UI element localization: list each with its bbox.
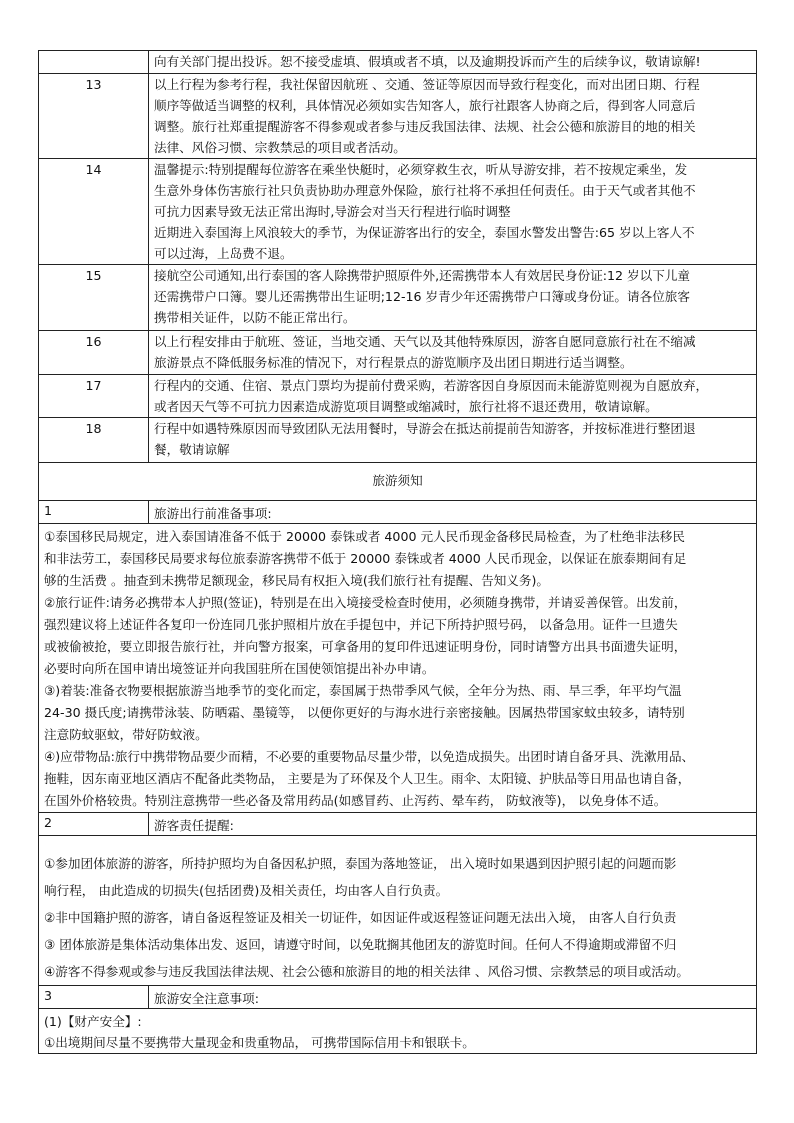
text-line: ③)着装:准备衣物要根据旅游当地季节的变化而定，泰国属于热带季风气候，全年分为热、雨、旱三季，年平均气温 (44, 683, 682, 698)
text-line: 以上行程安排由于航班、签证，当地交通、天气以及其他特殊原因，游客自愿同意旅行社在不缩减 (154, 334, 696, 349)
text-line: ④)应带物品:旅行中携带物品要少而精，不必要的重要物品尽量少带，以免造成损失。出团时请自备牙具、洗漱用品、 (44, 749, 695, 764)
section-body-row (39, 836, 757, 986)
text-line: 在国外价格较贵。特别注意携带一些必备及常用药品(如感冒药、止泻药、晕车药， 防蚊液等)， 以免身体不适。 (44, 793, 667, 808)
text-line: 法律、风俗习惯、宗教禁忌的项目或者活动。 (154, 140, 406, 155)
item-content (149, 375, 757, 418)
item-content (149, 265, 757, 331)
text-line (44, 838, 751, 850)
section-title-row (39, 463, 757, 501)
text-line: ②旅行证件:请务必携带本人护照(签证)，特别是在出入境接受检查时使用，必须随身携带，并请妥善保管。出发前， (44, 595, 687, 610)
text-line: ④游客不得参观或参与违反我国法律法规、社会公德和旅游目的地的相关法律 、风俗习惯、宗教禁忌的项目或活动。 (44, 964, 689, 979)
item-content (149, 74, 757, 159)
travel-notes-table (38, 50, 757, 1054)
section-body-row (39, 1009, 757, 1054)
section-heading: 旅游安全注意事项: (149, 986, 757, 1009)
section-heading-row (39, 813, 757, 836)
section-body-row (39, 524, 757, 813)
section-body (39, 524, 757, 813)
table-row (39, 375, 757, 418)
text-line: 温馨提示:特别提醒每位游客在乘坐快艇时，必须穿救生衣，听从导游安排，若不按规定乘坐，发 (154, 162, 688, 177)
text-line: 接航空公司通知,出行泰国的客人除携带护照原件外,还需携带本人有效居民身份证:12 岁以下儿童 (154, 268, 691, 283)
text-line: ③ 团体旅游是集体活动集体出发、返回，请遵守时间，以免耽搁其他团友的游览时间。任何人不得逾期或滞留不归 (44, 937, 677, 952)
text-line: 顺序等做适当调整的权利，具体情况必须如实告知客人，旅行社跟客人协商之后，得到客人同意后 (154, 98, 696, 113)
text-line: 行程内的交通、住宿、景点门票均为提前付费采购，若游客因自身原因而未能游览则视为自愿放弃， (154, 378, 709, 393)
item-number: 18 (39, 418, 149, 463)
text-line: 以上行程为参考行程，我社保留因航班 、交通、签证等原因而导致行程变化，而对出团日期、行程 (154, 77, 700, 92)
text-line: 或者因天气等不可抗力因素造成游览项目调整或缩减时，旅行社将不退还费用，敬请谅解。 (154, 399, 658, 414)
table-row (39, 159, 757, 265)
item-content (149, 418, 757, 463)
table-row (39, 51, 757, 74)
section-number: 2 (39, 813, 149, 836)
text-line: 调整。旅行社郑重提醒游客不得参观或者参与违反我国法律、法规、社会公德和旅游目的地的相关 (154, 119, 696, 134)
item-content (149, 331, 757, 375)
text-line: ①泰国移民局规定，进入泰国请准备不低于 20000 泰铢或者 4000 元人民币现金备移民局检查，为了杜绝非法移民 (44, 529, 685, 544)
text-line: 注意防蚊驱蚊，带好防蚊液。 (44, 727, 208, 742)
text-line: 近期进入泰国海上风浪较大的季节，为保证游客出行的安全，泰国水警发出警告:65 岁以上客人不 (154, 225, 695, 240)
text-line: 餐，敬请谅解 (154, 442, 230, 457)
item-number: 16 (39, 331, 149, 375)
section-title: 旅游须知 (39, 463, 757, 501)
text-line: 或被偷被抢，要立即报告旅行社，并向警方报案，可拿备用的复印件迅速证明身份，同时请警方出具书面遗失证明， (44, 639, 687, 654)
section-body (39, 1009, 757, 1054)
table-row (39, 418, 757, 463)
text-line: 行程中如遇特殊原因而导致团队无法用餐时，导游会在抵达前提前告知游客，并按标准进行整团退 (154, 421, 696, 436)
item-content (149, 51, 757, 74)
section-number: 1 (39, 501, 149, 524)
table-row (39, 331, 757, 375)
text-line: 可以过海，上岛费不退。 (154, 246, 293, 261)
text-line: ②非中国籍护照的游客，请自备返程签证及相关一切证件，如因证件或返程签证问题无法出入境， 由客人自行负责 (44, 910, 677, 925)
text-line: 携带相关证件，以防不能正常出行。 (154, 310, 356, 325)
section-heading: 旅游出行前准备事项: (149, 501, 757, 524)
table-row (39, 265, 757, 331)
item-number: 15 (39, 265, 149, 331)
section-number: 3 (39, 986, 149, 1009)
text-line: 拖鞋，因东南亚地区酒店不配备此类物品， 主要是为了环保及个人卫生。雨伞、太阳镜、护肤品等日用品也请自备， (44, 771, 691, 786)
section-heading-row (39, 986, 757, 1009)
item-number: 13 (39, 74, 149, 159)
text-line: 强烈建议将上述证件各复印一份连同几张护照相片放在手提包中，并记下所持护照号码， 以备急用。证件一旦遗失 (44, 617, 678, 632)
text-line: 还需携带户口簿。婴儿还需携带出生证明;12-16 岁青少年还需携带户口簿或身份证。请各位旅客 (154, 289, 690, 304)
section-heading: 游客责任提醒: (149, 813, 757, 836)
text-line: 24-30 摄氏度;请携带泳装、防晒霜、墨镜等， 以便你更好的与海水进行亲密接触。因属热带国家蚊虫较多，请特别 (44, 705, 685, 720)
item-number (39, 51, 149, 74)
text-line: ①参加团体旅游的游客，所持护照均为自备因私护照，泰国为落地签证， 出入境时如果遇到因护照引起的问题而影 (44, 856, 677, 871)
item-number: 14 (39, 159, 149, 265)
text-line: ①出境期间尽量不要携带大量现金和贵重物品， 可携带国际信用卡和银联卡。 (44, 1035, 475, 1050)
text-line: (1)【财产安全】: (44, 1014, 142, 1029)
text-line: 必要时向所在国申请出境签证并向我国驻所在国使领馆提出补办申请。 (44, 661, 435, 676)
text-line: 可抗力因素导致无法正常出海时,导游会对当天行程进行临时调整 (154, 204, 511, 219)
text-line: 生意外身体伤害旅行社只负责协助办理意外保险，旅行社将不承担任何责任。由于天气或者其他不 (154, 183, 696, 198)
text-line: 向有关部门提出投诉。恕不接受虚填、假填或者不填，以及逾期投诉而产生的后续争议，敬请谅解! (154, 54, 701, 69)
item-content (149, 159, 757, 265)
text-line: 旅游景点不降低服务标准的情况下，对行程景点的游览顺序及出团日期进行适当调整。 (154, 355, 633, 370)
text-line: 够的生活费 。抽查到未携带足额现金，移民局有权拒入境(我们旅行社有提醒、告知义务)。 (44, 573, 549, 588)
section-body (39, 836, 757, 986)
item-number: 17 (39, 375, 149, 418)
table-row (39, 74, 757, 159)
text-line: 响行程， 由此造成的切损失(包括团费)及相关责任，均由客人自行负责。 (44, 883, 449, 898)
text-line: 和非法劳工，泰国移民局要求每位旅泰游客携带不低于 20000 泰铢或者 4000 人民币现金，以保证在旅泰期间有足 (44, 551, 687, 566)
section-heading-row (39, 501, 757, 524)
